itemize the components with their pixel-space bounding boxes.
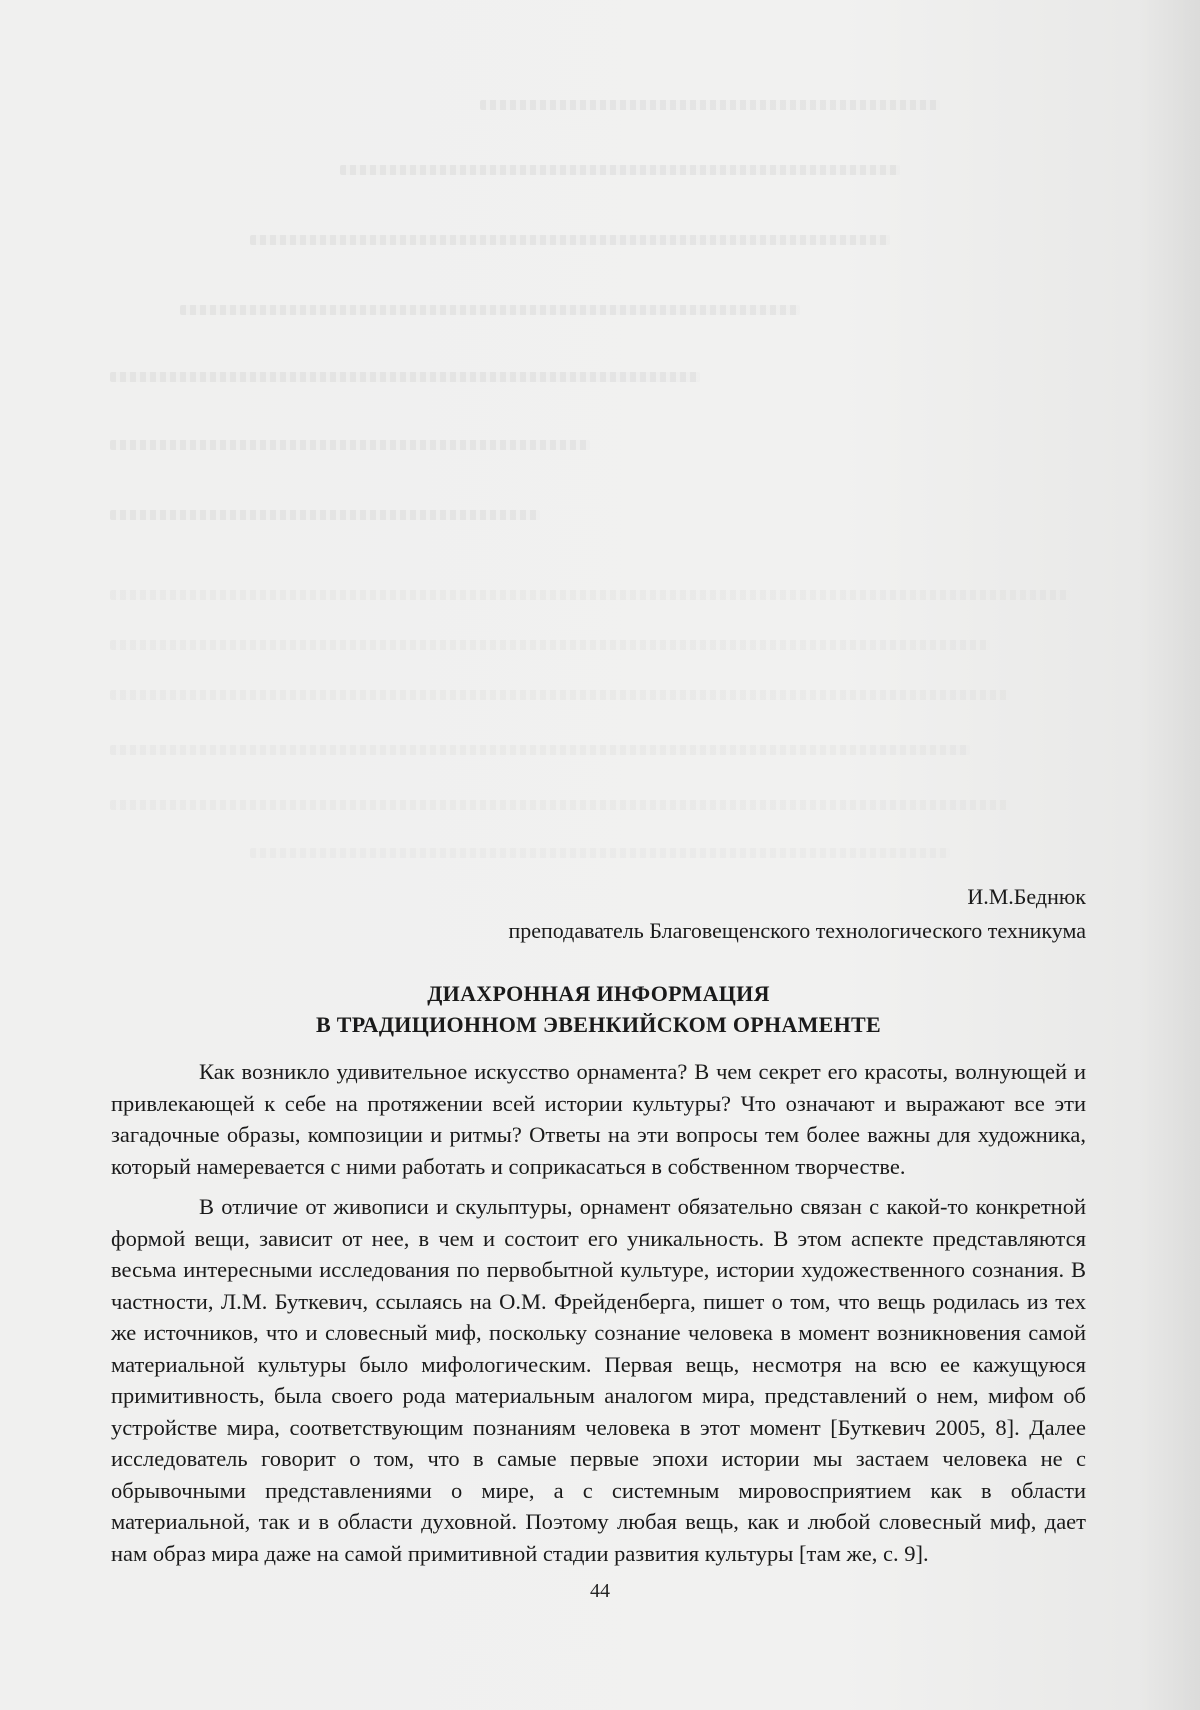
bleed-through-mark (110, 372, 700, 382)
bleed-through-mark (110, 440, 590, 450)
bleed-through-mark (340, 165, 900, 175)
body-paragraph: Как возникло удивительное искусство орнамента? В чем секрет его красоты, волнующей и привлекающей к себе на протяжении всей истории культуры? Что означают и выражают все эти загадочные образы, композиции и ритмы? Ответы на эти вопросы тем более важны для художника, который намеревается с ними работать и соприкасаться в собственном творчестве. (111, 1059, 1086, 1179)
article-title (111, 978, 1086, 1040)
bleed-through-mark (110, 590, 1070, 600)
bleed-through-mark (480, 100, 940, 110)
body-paragraph: В отличие от живописи и скульптуры, орнамент обязательно связан с какой-то конкретной формой вещи, зависит от нее, в чем и состоит его уникальность. В этом аспекте представляются весьма интересными исследования по первобытной культуре, истории художественного сознания. В частности, Л.М. Буткевич, ссылаясь на О.М. Фрейденберга, пишет о том, что вещь родилась из тех же источников, что и словесный миф, поскольку сознание человека в момент возникновения самой материальной культуры было мифологическим. Первая вещь, несмотря на всю ее кажущуюся примитивность, была своего рода материальным аналогом мира, представлений о нем, мифом об устройстве мира, соответствующим познаниям человека в этот момент [Буткевич 2005, 8]. Далее исследователь говорит о том, что в самые первые эпохи истории мы застаем человека не с обрывочными представлениями о мире, а с системным мировосприятием как в области материальной, так и в области духовной. Поэтому любая вещь, как и любой словесный миф, дает нам образ мира даже на самой примитивной стадии развития культуры [там же, с. 9]. (111, 1194, 1086, 1566)
title-line-1: ДИАХРОННАЯ ИНФОРМАЦИЯ (427, 981, 770, 1006)
author-affiliation: преподаватель Благовещенского технологического техникума (508, 918, 1086, 943)
bleed-through-mark (110, 690, 1010, 700)
title-line-2: В ТРАДИЦИОННОМ ЭВЕНКИЙСКОМ ОРНАМЕНТЕ (315, 1012, 882, 1037)
page-edge-shadow (1140, 0, 1200, 1710)
bleed-through-mark (110, 745, 970, 755)
bleed-through-mark (110, 640, 990, 650)
bleed-through-mark (250, 235, 890, 245)
page-number: 44 (590, 1580, 610, 1602)
bleed-through-mark (110, 800, 1010, 810)
author-name: И.М.Беднюк (967, 884, 1086, 909)
article (111, 880, 1086, 1569)
bleed-through-mark (110, 510, 540, 520)
bleed-through-mark (180, 305, 800, 315)
bleed-through-mark (250, 848, 950, 858)
